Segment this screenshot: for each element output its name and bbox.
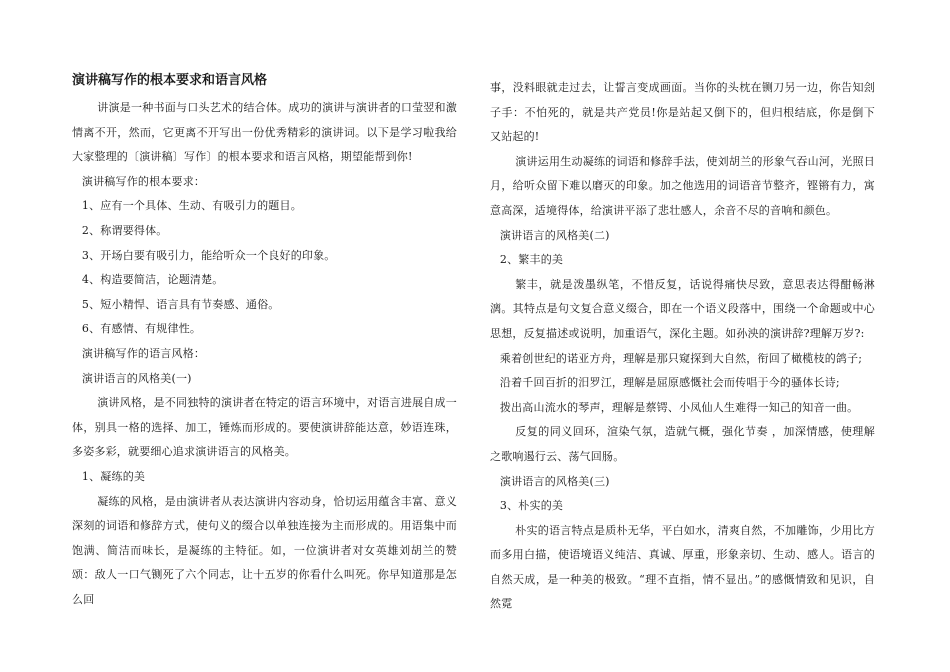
paragraph: 事，没料眼就走过去，让誓言变成画面。当你的头枕在铡刀另一边，你告知刽子手：不怕死的，就是共产党员!你是站起又倒下的，但归根结底，你是倒下又站起的! [490, 81, 875, 144]
list-item: 4、构造要简洁，论题清楚。 [81, 273, 224, 287]
paragraph: 凝练的风格，是由演讲者从表达演讲内容动身，恰切运用蕴含丰富、意义深刻的词语和修辞方式，使句义的缀合以单独连接为主而形成的。用语集中而饱满、简洁而味长，是凝练的主特征。如，一位演讲者对女英雄刘胡兰的赞颂：敌人一口气铡死了六个同志，让十五岁的你看什么叫死。你早知道那是怎么回 [72, 494, 457, 606]
quote-line: 拨出高山流水的琴声，理解是蔡锷、小凤仙人生难得一知己的知音一曲。 [499, 400, 859, 414]
paragraph: 演讲稿写作的根本要求： [81, 174, 206, 188]
list-item: 3、开场白要有吸引力，能给听众一个良好的印象。 [81, 248, 336, 262]
paragraph: 繁丰，就是泼墨纵笔，不惜反复，话说得痛快尽致，意思表达得酣畅淋漓。其特点是句文复合意义缀合，即在一个语义段落中，围绕一个命题或中心思想，反复描述或说明，加重语气，深化主题。如孙泱的演讲辞?理解万岁?: [490, 277, 875, 340]
subsection-heading: 2、繁丰的美 [499, 253, 564, 267]
paragraph: 讲演是一种书面与口头艺术的结合体。成功的演讲与演讲者的口莹翌和激情离不开，然而，它更离不开写出一份优秀精彩的演讲词。以下是学习啦我给大家整理的〔演讲稿〕写作〕的根本要求和语言风格，期望能帮到你! [72, 101, 457, 164]
quote-line: 沿着千回百折的汨罗江，理解是屈原感慨社会而传唱于今的骚体长诗; [499, 376, 840, 390]
document-title: 演讲稿写作的根本要求和语言风格 [72, 73, 268, 88]
paragraph: 演讲运用生动凝练的词语和修辞手法，使刘胡兰的形象气吞山河，光照日月，给听众留下难以磨灭的印象。加之他选用的词语音节整齐，铿锵有力，寓意高深，适境得体，给演讲平添了悲壮感人，余音不尽的音响和颜色。 [490, 154, 875, 217]
quote-line: 乘着创世纪的诺亚方舟，理解是那只窥探到大自然，衔回了橄榄枝的鸽子; [499, 351, 863, 365]
list-item: 5、短小精悍、语言具有节奏感、通俗。 [81, 297, 280, 311]
list-item: 6、有感情、有规律性。 [81, 322, 202, 336]
subsection-heading: 1、凝练的美 [81, 469, 146, 483]
section-heading: 演讲语言的风格美(二) [499, 228, 610, 242]
right-column [490, 76, 875, 617]
paragraph: 朴实的语言特点是质朴无华，平白如水，清爽自然，不加雕饰，少用比方而多用白描，使语境语义纯洁、真诚、厚重，形象亲切、生动、感人。语言的自然天成，是一种美的极致。“理不直指，情不显出。”的感慨情致和见识，自然霓 [490, 523, 875, 611]
section-heading: 演讲稿写作的语言风格： [81, 346, 206, 360]
subsection-heading: 3、朴实的美 [499, 499, 564, 513]
section-heading: 演讲语言的风格美(三) [499, 474, 610, 488]
list-item: 2、称谓要得体。 [81, 223, 168, 237]
paragraph: 反复的同义回环，渲染气氛，造就气概，强化节奏 ，加深情感，使理解之歌响遏行云、荡气回肠。 [490, 425, 875, 463]
left-column [72, 72, 457, 612]
paragraph: 演讲风格，是不同独特的演讲者在特定的语言环境中，对语言进展自成一体，别具一格的选择、加工，锤炼而形成的。要使演讲辞能达意，妙语连珠，多姿多彩，就要细心追求演讲语言的风格美。 [72, 396, 457, 459]
list-item: 1、应有一个具体、生动、有吸引力的题目。 [81, 199, 302, 213]
section-heading: 演讲语言的风格美(一) [81, 371, 192, 385]
